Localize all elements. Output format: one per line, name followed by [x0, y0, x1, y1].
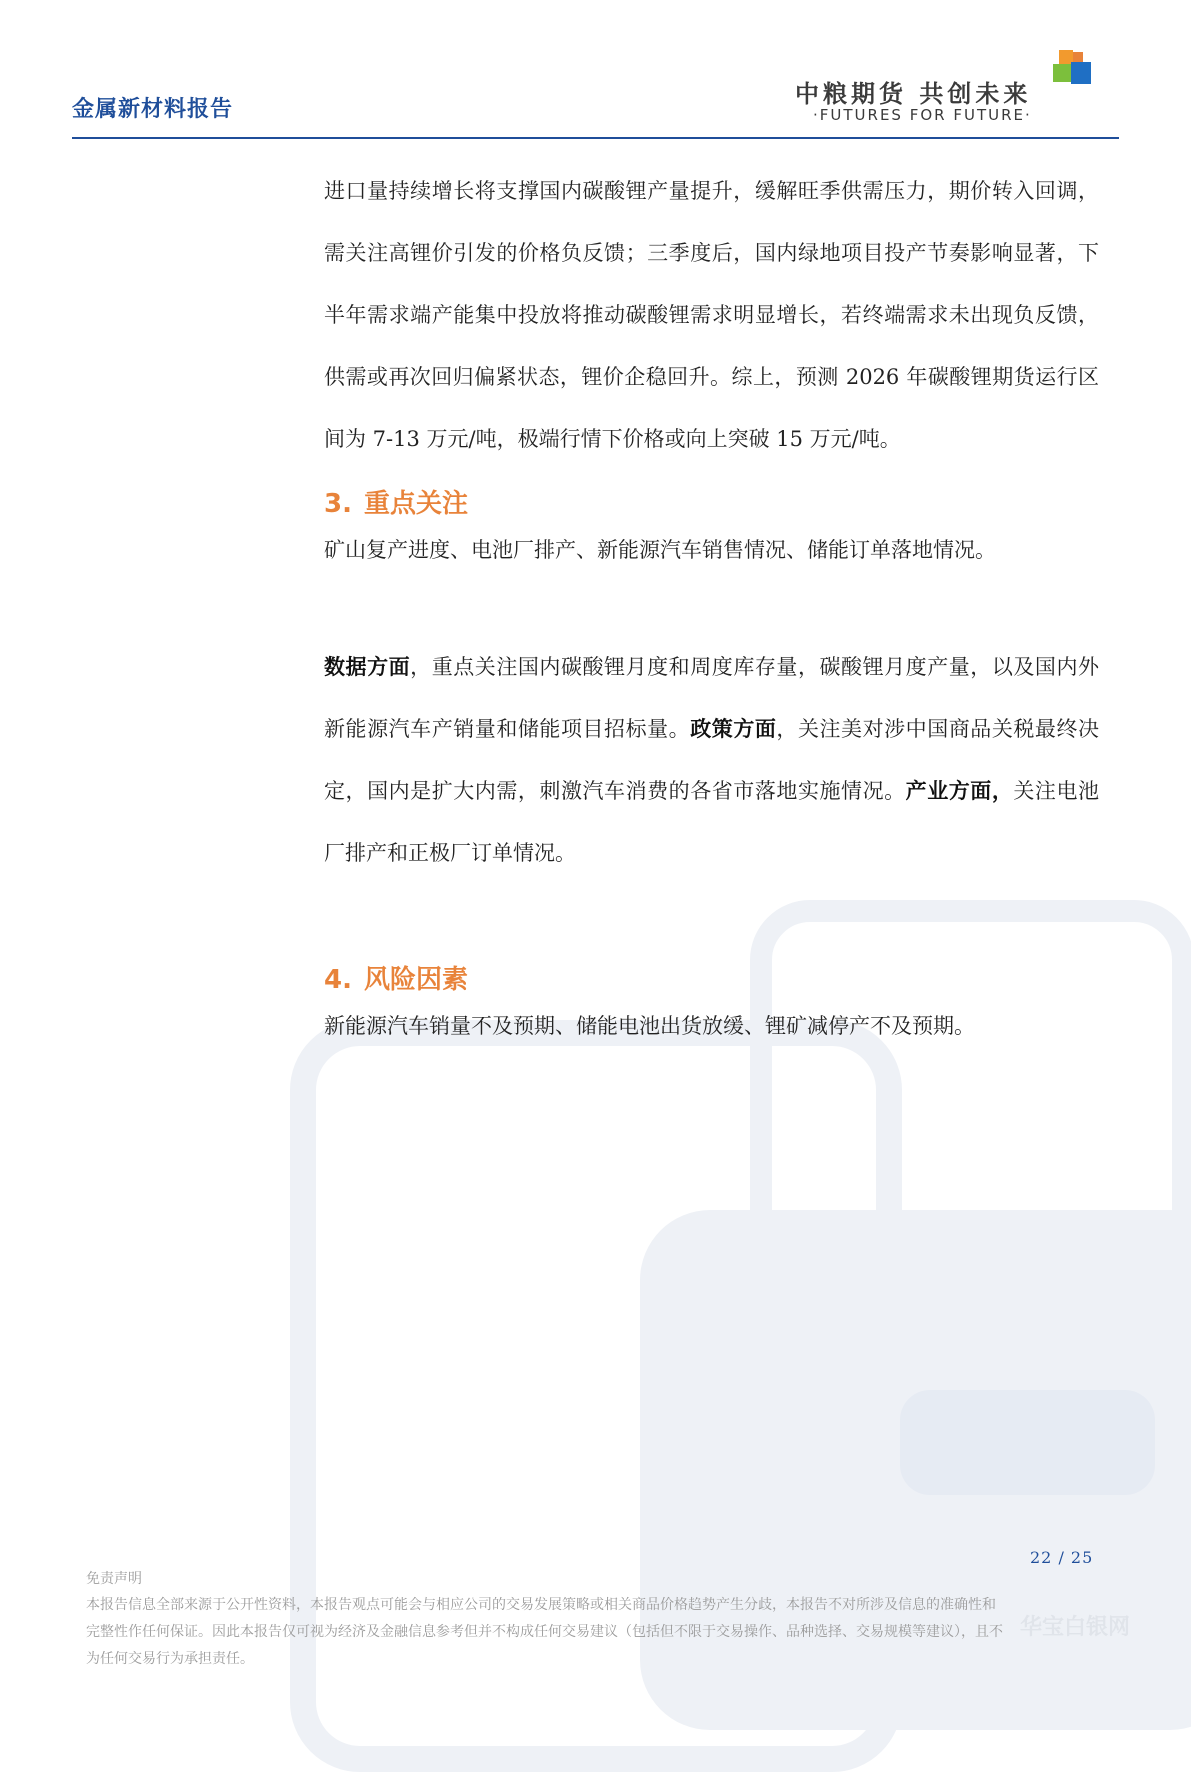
disclaimer	[86, 1566, 1086, 1673]
section-number: 3.	[324, 489, 352, 519]
disclaimer-title: 免责声明	[86, 1571, 142, 1587]
logo-chinese-text: 中粮期货 共创未来	[795, 80, 1032, 108]
disclaimer-line: 完整性作任何保证。因此本报告仅可视为经济及金融信息参考但并不构成任何交易建议（包括但不限于交易操作、品种选择、交易规模等建议），且不	[86, 1624, 1003, 1640]
section-heading-key-focus	[324, 484, 1099, 524]
policy-text: ，关注美对涉中国商品关税最终决定，国内是扩大内需，刺激汽车消费的各省市落地实施情况。	[324, 717, 1100, 803]
industry-label: 产业方面，	[905, 778, 1014, 803]
company-logo	[795, 48, 1095, 128]
section-title: 风险因素	[363, 965, 468, 995]
background-watermark-shape	[900, 1390, 1155, 1495]
report-title: 金属新材料报告	[72, 96, 234, 122]
section-heading-risk-factors	[324, 960, 1099, 1000]
disclaimer-line: 本报告信息全部来源于公开性资料，本报告观点可能会与相应公司的交易发展策略或相关商品价格趋势产生分歧，本报告不对所涉及信息的准确性和	[86, 1597, 996, 1613]
policy-label: 政策方面	[690, 716, 777, 741]
logo-squares-icon	[1053, 50, 1093, 90]
data-text: ，重点关注国内碳酸锂月度和周度库存量，碳酸锂月度产量，以及国内外新能源汽车产销量和储能项目招标量。	[324, 655, 1099, 741]
header-divider	[72, 137, 1119, 139]
industry-text: 关注电池厂排产和正极厂订单情况。	[324, 779, 1100, 865]
intro-paragraph: 进口量持续增长将支撑国内碳酸锂产量提升，缓解旺季供需压力，期价转入回调，需关注高锂价引发的价格负反馈；三季度后，国内绿地项目投产节奏影响显著，下半年需求端产能集中投放将推动碳酸锂需求明显增长，若终端需求未出现负反馈，供需或再次回归偏紧状态，锂价企稳回升。综上，预测 2026 年碳酸锂期货运行区间为 7-13 万元/吨，极端行情下价格或向上突破 15 万元/吨。	[324, 179, 1099, 451]
data-label: 数据方面	[324, 654, 411, 679]
risk-factors-text: 新能源汽车销量不及预期、储能电池出货放缓、锂矿减停产不及预期。	[324, 1014, 975, 1038]
section-number: 4.	[324, 965, 352, 995]
logo-english-text: ·FUTURES FOR FUTURE·	[813, 106, 1032, 124]
main-content	[324, 160, 1099, 1052]
disclaimer-line: 为任何交易行为承担责任。	[86, 1651, 254, 1667]
focus-paragraph	[324, 636, 1099, 884]
key-focus-text: 矿山复产进度、电池厂排产、新能源汽车销售情况、储能订单落地情况。	[324, 538, 996, 562]
site-watermark: 华宝白银网	[1020, 1615, 1131, 1640]
section-title: 重点关注	[363, 489, 468, 519]
page-number: 22 / 25	[1030, 1548, 1094, 1567]
